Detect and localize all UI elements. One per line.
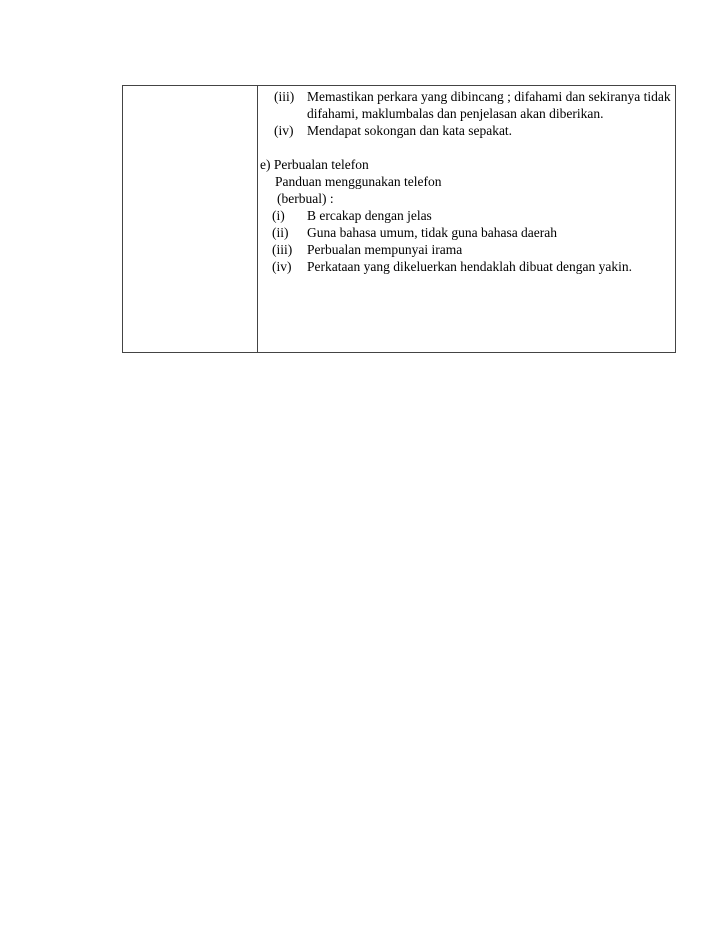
section-subtitle-2: (berbual) :	[277, 191, 334, 206]
list-item	[260, 258, 671, 275]
content-table	[122, 85, 676, 353]
item-number: (iii)	[274, 89, 295, 104]
item-text: B ercakap dengan jelas	[307, 208, 432, 223]
item-number: (ii)	[272, 225, 289, 240]
item-text: Guna bahasa umum, tidak guna bahasa daerah	[307, 225, 558, 240]
item-number: (iv)	[272, 259, 292, 274]
list-item	[260, 224, 671, 241]
item-text: Perkataan yang dikeluerkan hendaklah dibuat dengan yakin.	[307, 259, 633, 274]
item-text: Mendapat sokongan dan kata sepakat.	[307, 123, 513, 138]
item-text: Memastikan perkara yang dibincang ; difahami dan sekiranya tidak difahami, maklumbalas dan penjelasan akan diberikan.	[307, 89, 671, 121]
list-item	[260, 241, 671, 258]
item-number: (iv)	[274, 123, 294, 138]
item-number: (iii)	[272, 242, 293, 257]
right-cell	[260, 88, 671, 275]
item-number: (i)	[272, 208, 285, 223]
list-item	[260, 122, 671, 139]
column-divider	[257, 86, 258, 352]
section-subtitle: Panduan menggunakan telefon	[275, 174, 442, 189]
list-item	[260, 88, 671, 122]
item-text: Perbualan mempunyai irama	[307, 242, 463, 257]
list-item	[260, 207, 671, 224]
section-title: e) Perbualan telefon	[260, 157, 369, 172]
